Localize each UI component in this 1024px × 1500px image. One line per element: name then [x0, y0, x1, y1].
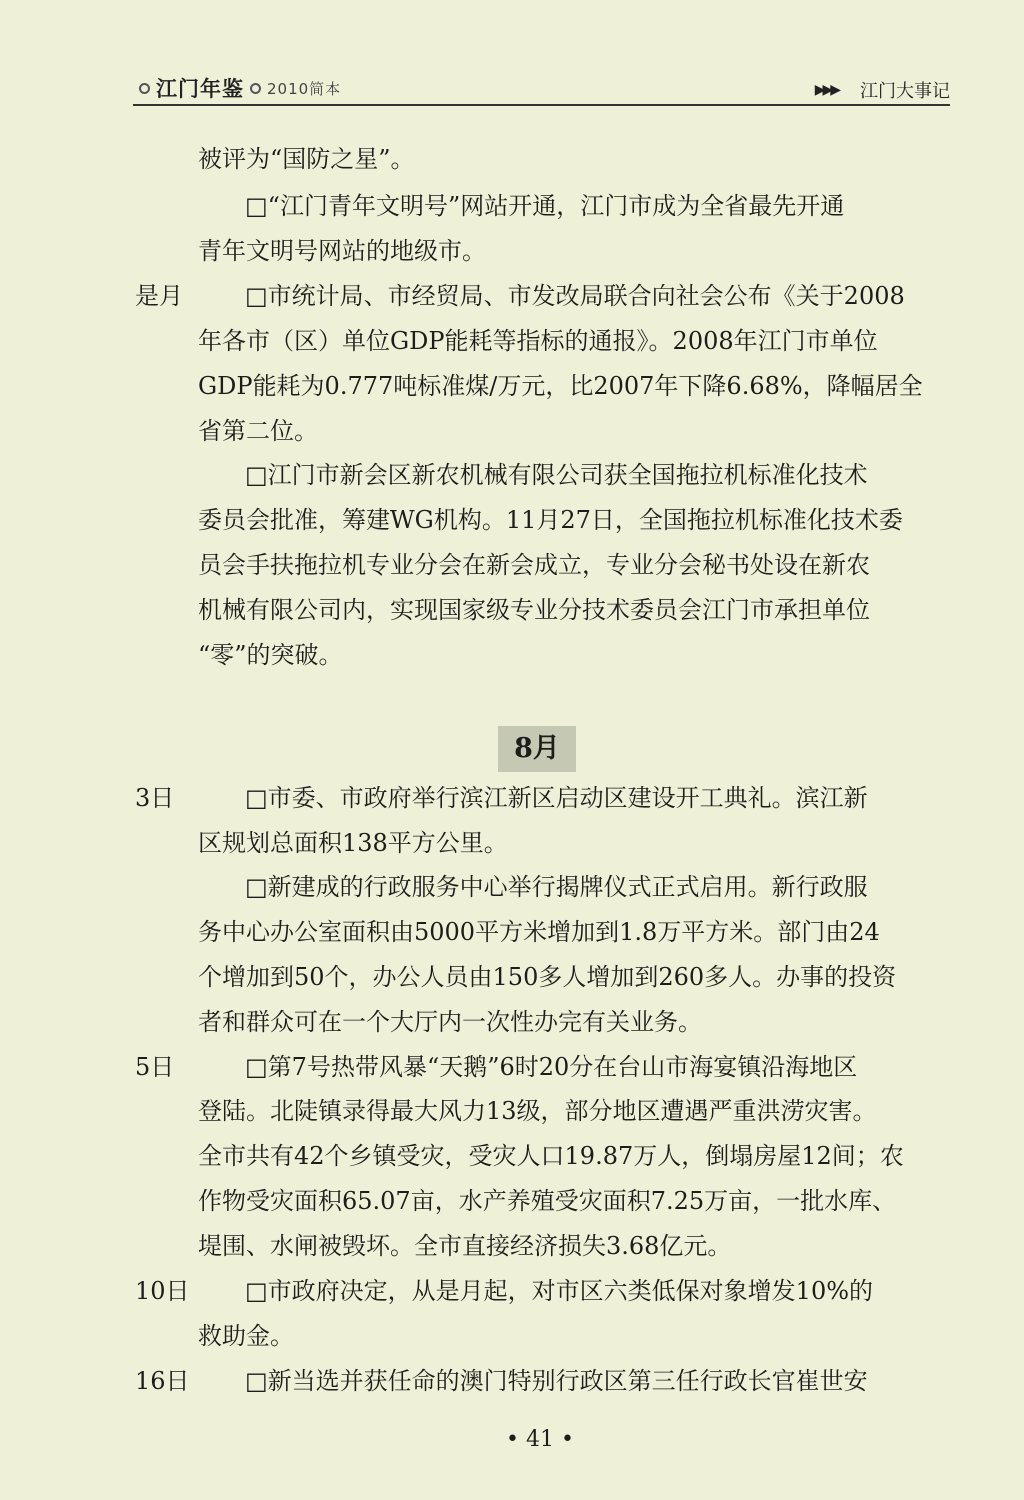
month-heading: 8月 — [498, 726, 576, 772]
page-number: • 41 • — [506, 1427, 574, 1452]
entry-line: 省第二位。 — [198, 417, 318, 445]
entry-line: 者和群众可在一个大厅内一次性办完有关业务。 — [198, 1008, 702, 1036]
entry-line: GDP能耗为0.777吨标准煤/万元，比2007年下降6.68%，降幅居全 — [198, 372, 923, 400]
entry-line: 区规划总面积138平方公里。 — [198, 829, 508, 857]
entry-date: 3日 — [135, 784, 175, 812]
entry-line: □市统计局、市经贸局、市发改局联合向社会公布《关于2008 — [245, 282, 905, 310]
entry-line: 堤围、水闸被毁坏。全市直接经济损失3.68亿元。 — [198, 1232, 732, 1260]
edition-label: 2010简本 — [267, 79, 342, 98]
entry-line: □新建成的行政服务中心举行揭牌仪式正式启用。新行政服 — [245, 873, 868, 901]
entry-line: 机械有限公司内，实现国家级专业分技术委员会江门市承担单位 — [198, 596, 870, 624]
entry-line: 救助金。 — [198, 1322, 294, 1350]
bullet-circle-icon — [250, 83, 261, 94]
entry-line: □江门市新会区新农机械有限公司获全国拖拉机标准化技术 — [245, 461, 868, 489]
section-title: 江门大事记 — [860, 81, 950, 102]
entry-line: 作物受灾面积65.07亩，水产养殖受灾面积7.25万亩，一批水库、 — [198, 1187, 897, 1215]
entry-date: 10日 — [135, 1277, 190, 1305]
entry-line: 登陆。北陡镇录得最大风力13级，部分地区遭遇严重洪涝灾害。 — [198, 1097, 877, 1125]
entry-line: □市政府决定，从是月起，对市区六类低保对象增发10%的 — [245, 1277, 874, 1305]
entry-line: 员会手扶拖拉机专业分会在新会成立，专业分会秘书处设在新农 — [198, 551, 870, 579]
running-header — [133, 72, 950, 106]
entry-line: “零”的突破。 — [198, 641, 343, 669]
entry-date: 16日 — [135, 1367, 190, 1395]
entry-line: 全市共有42个乡镇受灾，受灾人口19.87万人，倒塌房屋12间；农 — [198, 1142, 904, 1170]
entry-line: 委员会批准，筹建WG机构。11月27日，全国拖拉机标准化技术委 — [198, 506, 903, 534]
entry-line: □“江门青年文明号”网站开通，江门市成为全省最先开通 — [245, 192, 845, 220]
entry-line: 被评为“国防之星”。 — [198, 145, 415, 173]
book-title: 江门年鉴 — [156, 76, 244, 101]
header-left — [133, 76, 341, 100]
entry-date: 5日 — [135, 1053, 175, 1081]
entry-line: 务中心办公室面积由5000平方米增加到1.8万平方米。部门由24 — [198, 918, 880, 946]
bullet-circle-icon — [139, 83, 150, 94]
entry-date: 是月 — [135, 282, 183, 310]
entry-line: □市委、市政府举行滨江新区启动区建设开工典礼。滨江新 — [245, 784, 868, 812]
entry-line: □第7号热带风暴“天鹅”6时20分在台山市海宴镇沿海地区 — [245, 1053, 858, 1081]
entry-line: □新当选并获任命的澳门特别行政区第三任行政长官崔世安 — [245, 1367, 868, 1395]
entry-line: 青年文明号网站的地级市。 — [198, 237, 486, 265]
header-right — [815, 77, 950, 103]
entry-line: 个增加到50个，办公人员由150多人增加到260多人。办事的投资 — [198, 963, 897, 991]
entry-line: 年各市（区）单位GDP能耗等指标的通报》。2008年江门市单位 — [198, 327, 878, 355]
triple-arrow-icon: ▶▶▶ — [814, 82, 838, 98]
